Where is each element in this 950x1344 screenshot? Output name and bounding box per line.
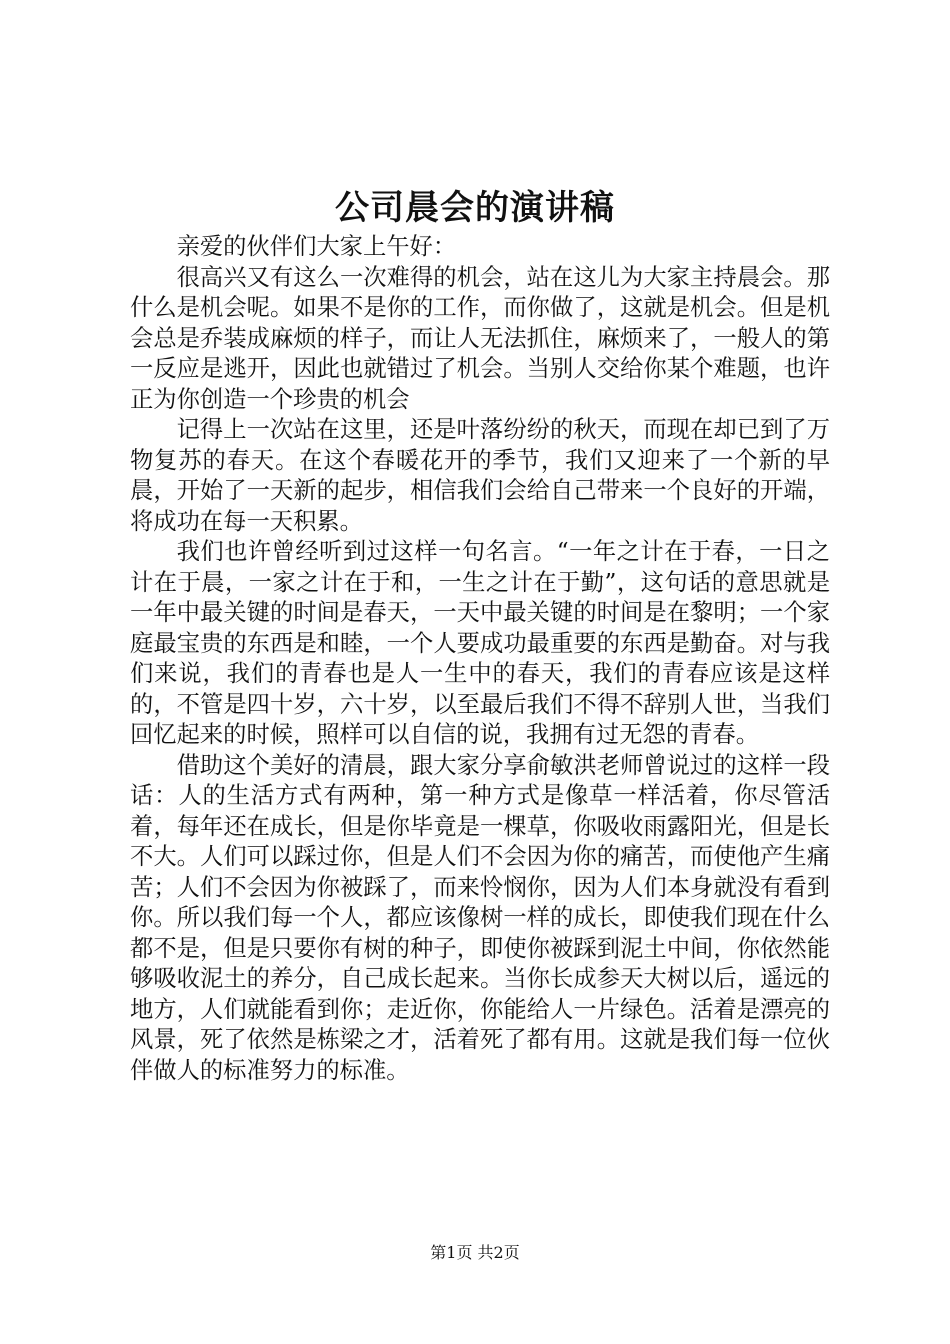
document-body [130,232,830,1086]
paragraph-1: 很高兴又有这么一次难得的机会，站在这儿为大家主持晨会。那什么是机会呢。如果不是你的工作，而你做了，这就是机会。但是机会总是乔装成麻烦的样子，而让人无法抓住，麻烦来了，一般人的第一反应是逃开，因此也就错过了机会。当别人交给你某个难题，也许正为你创造一个珍贵的机会 [130,263,830,413]
paragraph-2: 记得上一次站在这里，还是叶落纷纷的秋天，而现在却已到了万物复苏的春天。在这个春暖花开的季节，我们又迎来了一个新的早晨，开始了一天新的起步，相信我们会给自己带来一个良好的开端，将成功在每一天积累。 [130,416,830,535]
document-title: 公司晨会的演讲稿 [335,188,615,228]
paragraph-greeting: 亲爱的伙伴们大家上午好： [176,233,457,260]
page-number-footer: 第1页 共2页 [430,1243,520,1262]
paragraph-4: 借助这个美好的清晨，跟大家分享俞敏洪老师曾说过的这样一段话：人的生活方式有两种，第一种方式是像草一样活着，你尽管活着，每年还在成长，但是你毕竟是一棵草，你吸收雨露阳光，但是长不大。人们可以踩过你，但是人们不会因为你的痛苦，而使他产生痛苦；人们不会因为你被踩了，而来怜悯你，因为人们本身就没有看到你。所以我们每一个人，都应该像树一样的成长，即使我们现在什么都不是，但是只要你有树的种子，即使你被踩到泥土中间，你依然能够吸收泥土的养分，自己成长起来。当你长成参天大树以后，遥远的地方，人们就能看到你；走近你，你能给人一片绿色。活着是漂亮的风景，死了依然是栋梁之才，活着死了都有用。这就是我们每一位伙伴做人的标准努力的标准。 [130,751,830,1084]
paragraph-3: 我们也许曾经听到过这样一句名言。“一年之计在于春，一日之计在于晨，一家之计在于和，一生之计在于勤”，这句话的意思就是一年中最关键的时间是春天，一天中最关键的时间是在黎明；一个家庭最宝贵的东西是和睦，一个人要成功最重要的东西是勤奋。对与我们来说，我们的青春也是人一生中的春天，我们的青春应该是这样的，不管是四十岁，六十岁，以至最后我们不得不辞别人世，当我们回忆起来的时候，照样可以自信的说，我拥有过无怨的青春。 [130,538,830,748]
